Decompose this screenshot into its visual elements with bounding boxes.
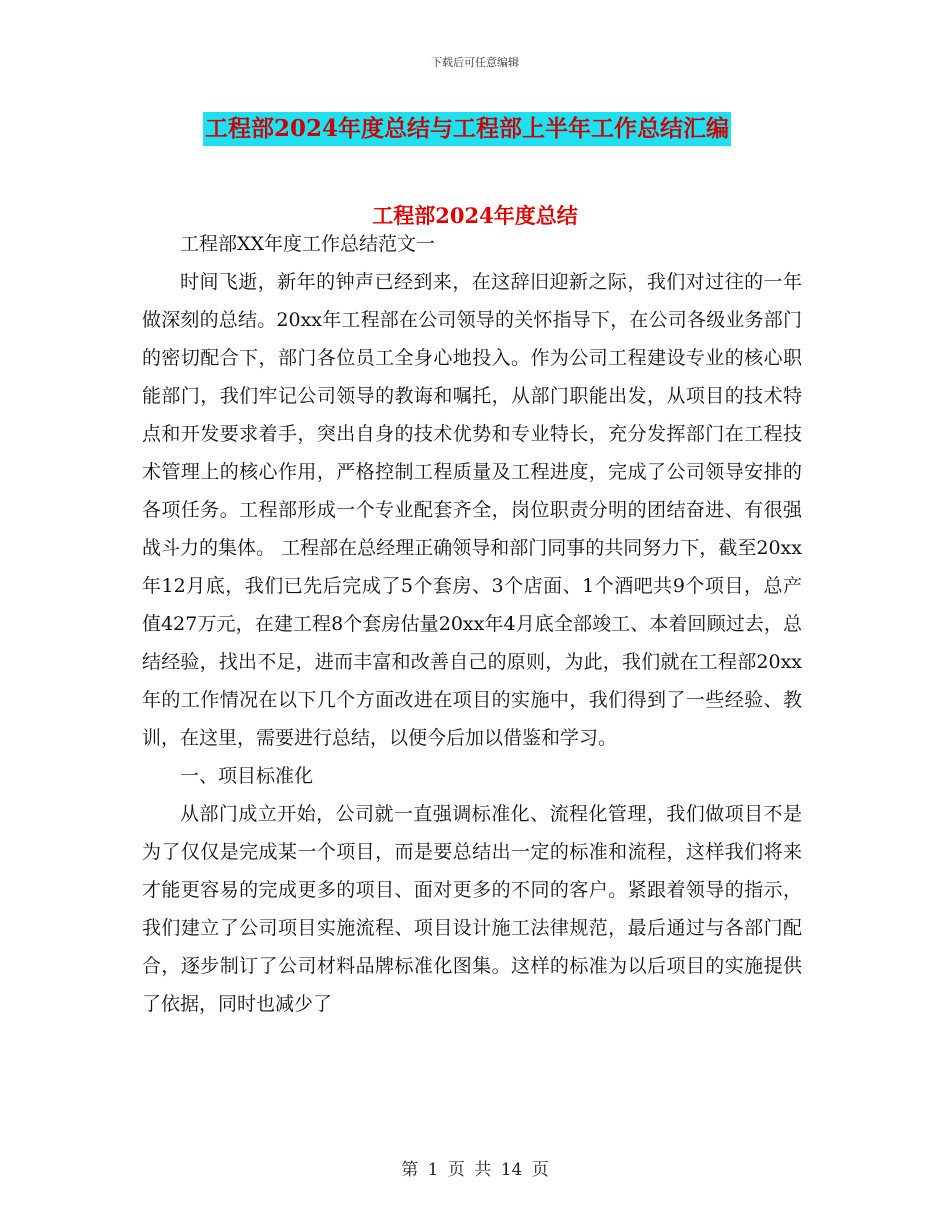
header-note: 下载后可任意编辑 bbox=[431, 56, 519, 69]
document-body bbox=[142, 225, 802, 1023]
paragraph: 时间飞逝，新年的钟声已经到来，在这辞旧迎新之际，我们对过往的一年做深刻的总结。20xx年工程部在公司领导的关怀指导下，在公司各级业务部门的密切配合下，部门各位员工全身心地投入。作为公司工程建设专业的核心职能部门，我们牢记公司领导的教诲和嘱托，从部门职能出发，从项目的技术特点和开发要求着手，突出自身的技术优势和专业特长，充分发挥部门在工程技术管理上的核心作用，严格控制工程质量及工程进度，完成了公司领导安排的各项任务。工程部形成一个专业配套齐全，岗位职责分明的团结奋进、有很强战斗力的集体。 工程部在总经理正确领导和部门同事的共同努力下，截至20xx年12月底，我们已先后完成了5个套房、3个店面、1个酒吧共9个项目，总产值427万元，在建工程8个套房估量20xx年4月底全部竣工、本着回顾过去，总结经验，找出不足，进而丰富和改善自己的原则，为此，我们就在工程部20xx年的工作情况在以下几个方面改进在项目的实施中，我们得到了一些经验、教训，在这里，需要进行总结，以便今后加以借鉴和学习。 bbox=[142, 271, 802, 749]
section-title: 工程部2024年度总结 bbox=[372, 203, 578, 228]
paragraph-heading: 工程部XX年度工作总结范文一 bbox=[180, 233, 436, 255]
page-footer: 第 1 页 共 14 页 bbox=[401, 1160, 549, 1180]
section-heading: 一、项目标准化 bbox=[180, 765, 314, 787]
paragraph: 从部门成立开始，公司就一直强调标准化、流程化管理，我们做项目不是为了仅仅是完成某一个项目，而是要总结出一定的标准和流程，这样我们将来才能更容易的完成更多的项目、面对更多的不同的客户。紧跟着领导的指示，我们建立了公司项目实施流程、项目设计施工法律规范，最后通过与各部门配合，逐步制订了公司材料品牌标准化图集。这样的标准为以后项目的实施提供了依据，同时也减少了 bbox=[142, 803, 802, 1015]
document-title: 工程部2024年度总结与工程部上半年工作总结汇编 bbox=[203, 112, 731, 146]
